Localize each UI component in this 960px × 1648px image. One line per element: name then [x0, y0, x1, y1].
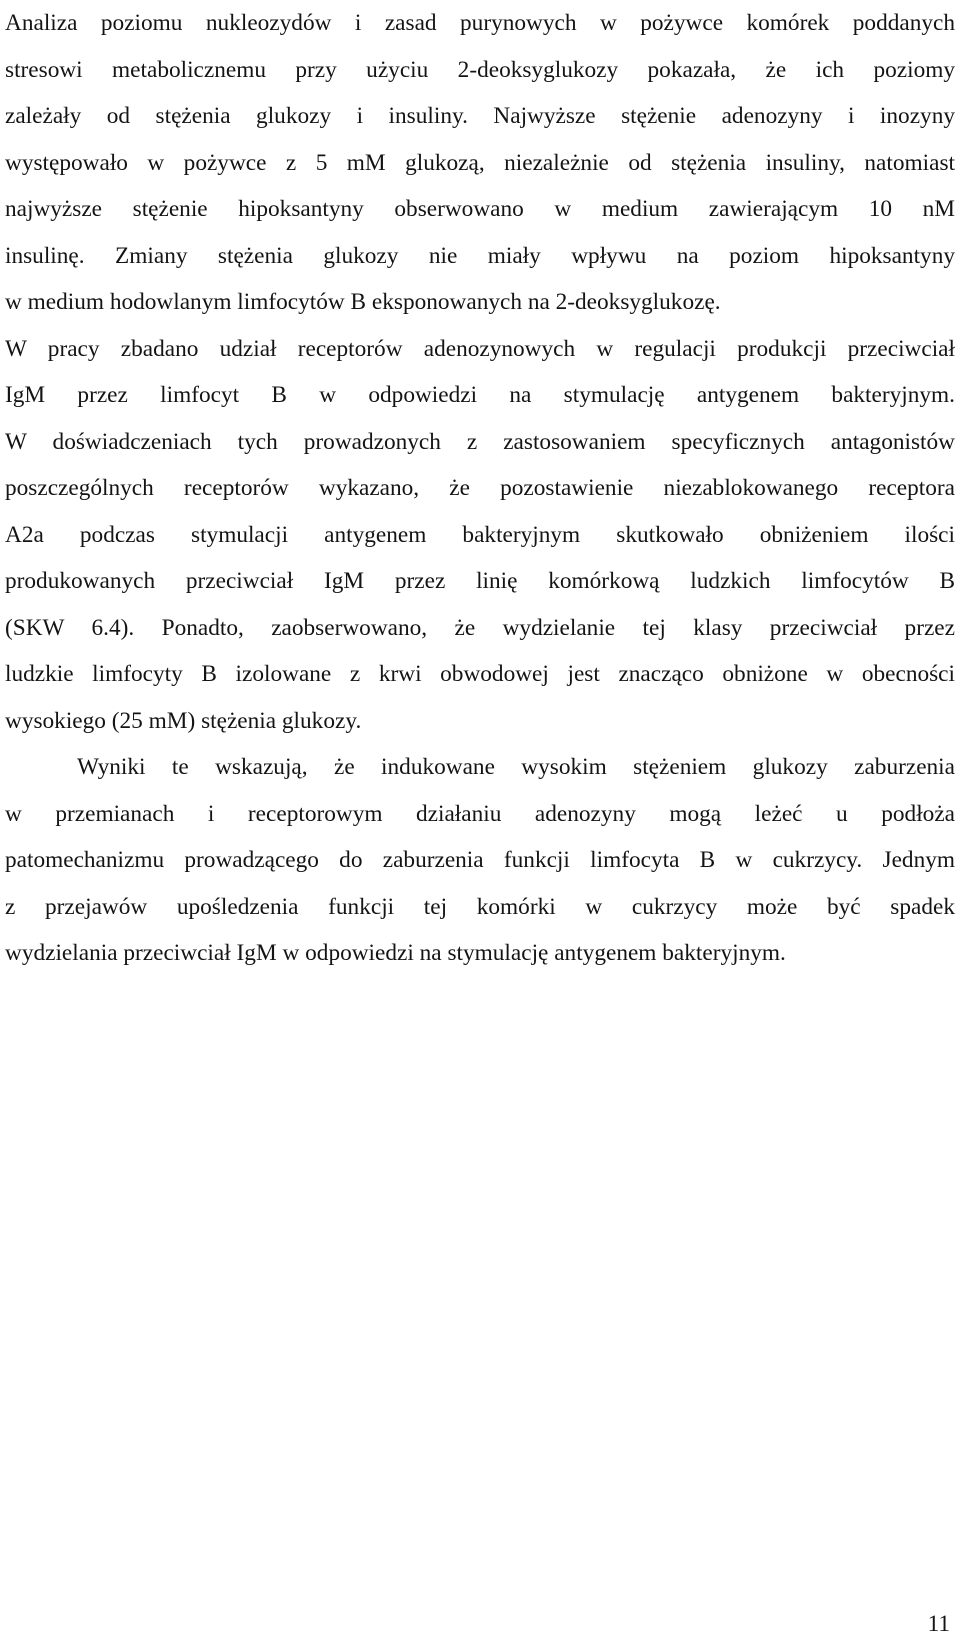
text-line: (SKW 6.4). Ponadto, zaobserwowano, że wydzielanie tej klasy przeciwciał przez [5, 614, 955, 641]
text-line: wydzielania przeciwciał IgM w odpowiedzi na stymulację antygenem bakteryjnym. [5, 940, 786, 966]
text-line: Analiza poziomu nukleozydów i zasad purynowych w pożywce komórek poddanych [5, 10, 955, 36]
page-number: 11 [927, 1611, 950, 1637]
text-line: patomechanizmu prowadzącego do zaburzenia funkcji limfocyta B w cukrzycy. Jednym [5, 847, 955, 873]
text-line: A2a podczas stymulacji antygenem bakteryjnym skutkowało obniżeniem ilości [5, 521, 955, 548]
text-line: produkowanych przeciwciał IgM przez linię komórkową ludzkich limfocytów B [5, 568, 955, 594]
text-line: IgM przez limfocyt B w odpowiedzi na stymulację antygenem bakteryjnym. [5, 382, 955, 408]
text-line: W pracy zbadano udział receptorów adenozynowych w regulacji produkcji przeciwciał [5, 335, 955, 362]
text-line: ludzkie limfocyty B izolowane z krwi obwodowej jest znacząco obniżone w obecności [5, 661, 955, 687]
text-line: w medium hodowlanym limfocytów B eksponowanych na 2-deoksyglukozę. [5, 289, 721, 315]
text-line: z przejawów upośledzenia funkcji tej komórki w cukrzycy może być spadek [5, 893, 955, 920]
text-line: stresowi metabolicznemu przy użyciu 2-deoksyglukozy pokazała, że ich poziomy [5, 56, 955, 83]
text-line: w przemianach i receptorowym działaniu adenozyny mogą leżeć u podłoża [5, 800, 955, 827]
text-line: najwyższe stężenie hipoksantyny obserwowano w medium zawierającym 10 nM [5, 196, 955, 222]
text-line: insulinę. Zmiany stężenia glukozy nie miały wpływu na poziom hipoksantyny [5, 242, 955, 269]
text-line: wysokiego (25 mM) stężenia glukozy. [5, 707, 362, 734]
text-line: poszczególnych receptorów wykazano, że pozostawienie niezablokowanego receptora [5, 475, 955, 501]
text-line: Wyniki te wskazują, że indukowane wysokim stężeniem glukozy zaburzenia [77, 754, 955, 780]
text-line: występowało w pożywce z 5 mM glukozą, niezależnie od stężenia insuliny, natomiast [5, 149, 955, 176]
text-line: zależały od stężenia glukozy i insuliny. Najwyższe stężenie adenozyny i inozyny [5, 103, 955, 129]
text-line: W doświadczeniach tych prowadzonych z zastosowaniem specyficznych antagonistów [5, 428, 955, 455]
document-body [5, 0, 955, 977]
